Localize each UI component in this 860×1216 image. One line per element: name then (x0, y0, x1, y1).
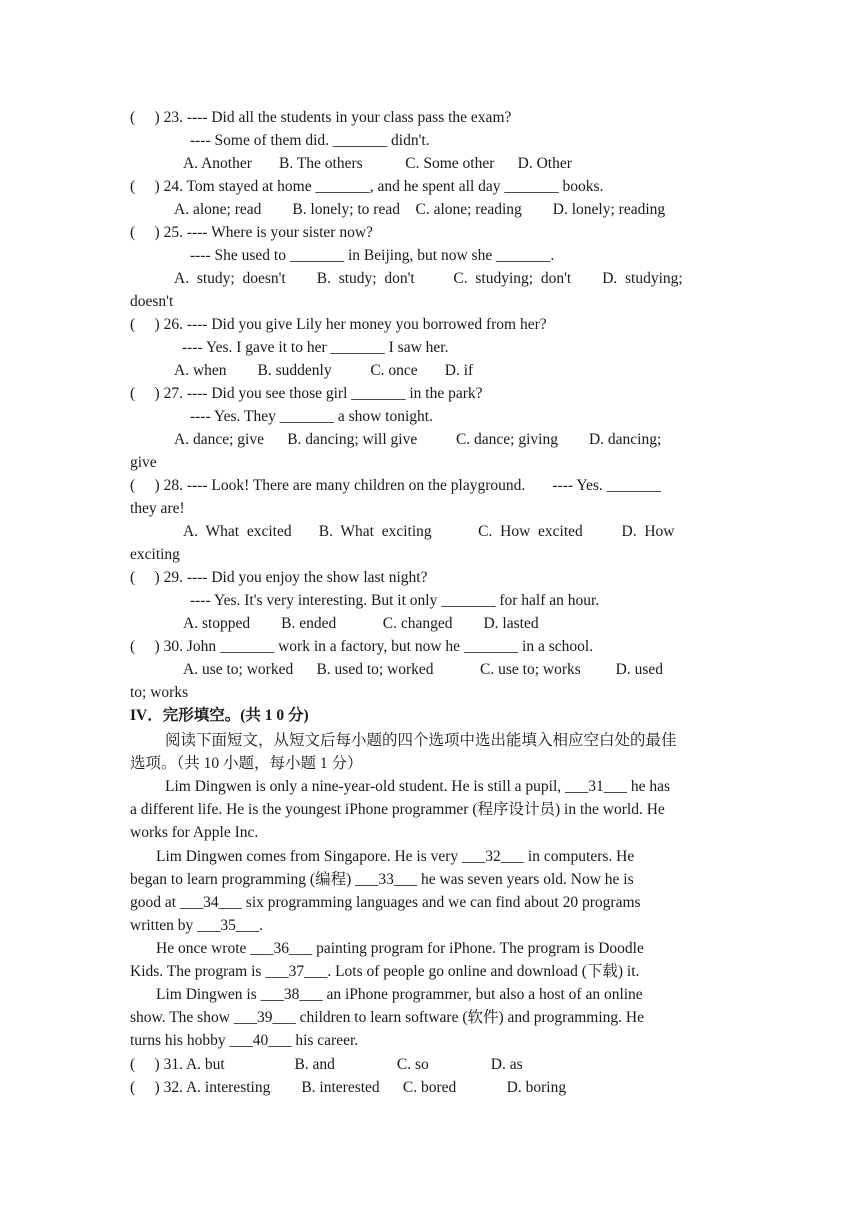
question-27-options: A. dance; give B. dancing; will give C. dance; giving D. dancing; (174, 431, 662, 448)
passage-line: Kids. The program is ___37___. Lots of people go online and download (下载) it. (130, 963, 640, 980)
question-27-options-cont: give (130, 454, 157, 471)
passage-line: works for Apple Inc. (130, 824, 259, 841)
question-28-cont: they are! (130, 500, 185, 517)
question-29-options: A. stopped B. ended C. changed D. lasted (183, 615, 539, 632)
question-25-options-cont: doesn't (130, 293, 174, 310)
section-instructions-cont: 选项。（共 10 小题，每小题 1 分） (130, 755, 363, 772)
question-32: ( ) 32. A. interesting B. interested C. bored D. boring (130, 1079, 567, 1096)
question-23-dialogue: ---- Some of them did. _______ didn't. (190, 132, 430, 149)
passage-line: good at ___34___ six programming languages and we can find about 20 programs (130, 894, 641, 911)
section-instructions: 阅读下面短文，从短文后每小题的四个选项中选出能填入相应空白处的最佳 (165, 732, 677, 749)
question-30: ( ) 30. John _______ work in a factory, but now he _______ in a school. (130, 638, 594, 655)
passage-line: turns his hobby ___40___ his career. (130, 1032, 359, 1049)
passage-line: Lim Dingwen comes from Singapore. He is very ___32___ in computers. He (156, 848, 635, 865)
question-27-dialogue: ---- Yes. They _______ a show tonight. (190, 408, 433, 425)
question-23-options: A. Another B. The others C. Some other D. Other (183, 155, 572, 172)
question-28-options-cont: exciting (130, 546, 180, 563)
question-30-options: A. use to; worked B. used to; worked C. use to; works D. used (183, 661, 664, 678)
question-26-options: A. when B. suddenly C. once D. if (174, 362, 474, 379)
question-29: ( ) 29. ---- Did you enjoy the show last night? (130, 569, 428, 586)
question-25-options: A. study; doesn't B. study; don't C. studying; don't D. studying; (174, 270, 683, 287)
question-31: ( ) 31. A. but B. and C. so D. as (130, 1056, 523, 1073)
question-26-dialogue: ---- Yes. I gave it to her _______ I saw her. (182, 339, 449, 356)
passage-line: Lim Dingwen is ___38___ an iPhone programmer, but also a host of an online (156, 986, 643, 1003)
passage-line: He once wrote ___36___ painting program for iPhone. The program is Doodle (156, 940, 644, 957)
question-26: ( ) 26. ---- Did you give Lily her money you borrowed from her? (130, 316, 547, 333)
question-24-options: A. alone; read B. lonely; to read C. alone; reading D. lonely; reading (174, 201, 666, 218)
question-25: ( ) 25. ---- Where is your sister now? (130, 224, 373, 241)
passage-line: show. The show ___39___ children to learn software (软件) and programming. He (130, 1009, 644, 1026)
question-25-dialogue: ---- She used to _______ in Beijing, but now she _______. (190, 247, 555, 264)
passage-line: a different life. He is the youngest iPhone programmer (程序设计员) in the world. He (130, 801, 665, 818)
question-28: ( ) 28. ---- Look! There are many children on the playground. ---- Yes. _______ (130, 477, 661, 494)
question-23: ( ) 23. ---- Did all the students in your class pass the exam? (130, 109, 512, 126)
passage-line: Lim Dingwen is only a nine-year-old student. He is still a pupil, ___31___ he has (165, 778, 671, 795)
question-30-options-cont: to; works (130, 684, 189, 701)
passage-line: written by ___35___. (130, 917, 264, 934)
passage-line: began to learn programming (编程) ___33___ he was seven years old. Now he is (130, 871, 634, 888)
question-28-options: A. What excited B. What exciting C. How excited D. How (183, 523, 675, 540)
question-29-dialogue: ---- Yes. It's very interesting. But it only _______ for half an hour. (190, 592, 600, 609)
question-27: ( ) 27. ---- Did you see those girl _______ in the park? (130, 385, 483, 402)
section-heading: IV．完形填空。(共 1 0 分) (130, 707, 309, 724)
question-24: ( ) 24. Tom stayed at home _______, and he spent all day _______ books. (130, 178, 604, 195)
